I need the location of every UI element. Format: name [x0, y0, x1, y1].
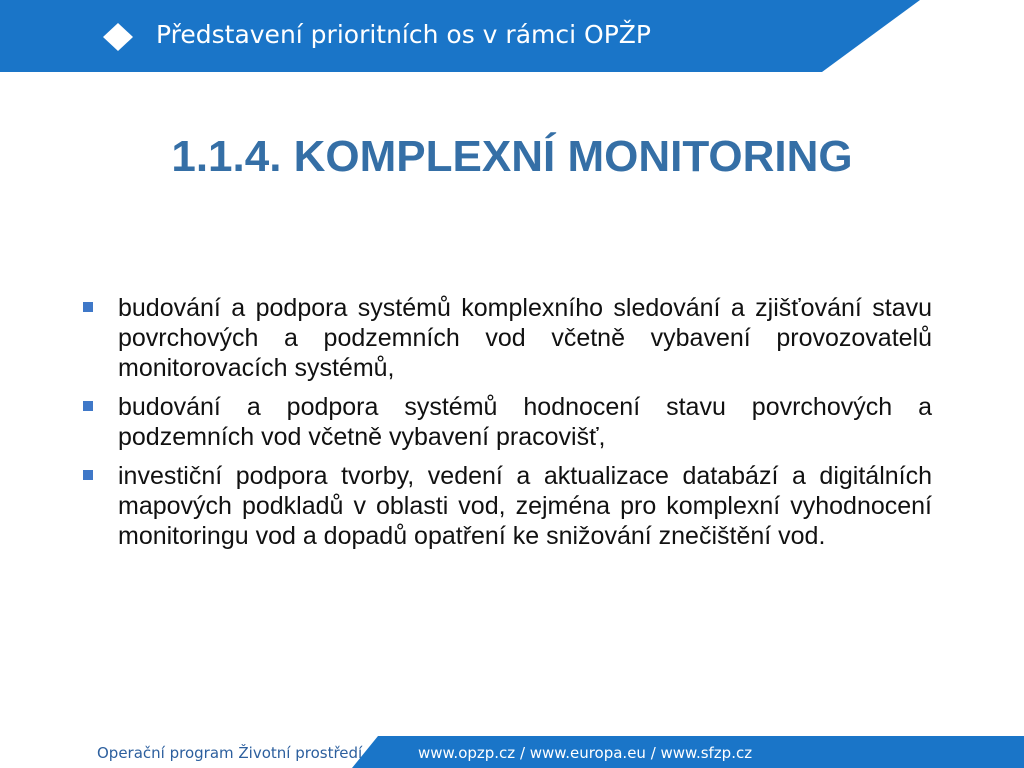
bullet-list [80, 293, 932, 560]
square-bullet-icon [83, 302, 93, 312]
header-title: Představení prioritních os v rámci OPŽP [156, 20, 651, 49]
bullet-item [80, 293, 932, 383]
square-bullet-icon [83, 470, 93, 480]
footer-links: www.opzp.cz / www.europa.eu / www.sfzp.cz [418, 744, 753, 762]
square-bullet-icon [83, 401, 93, 411]
slide-heading: 1.1.4. KOMPLEXNÍ MONITORING [171, 132, 853, 181]
bullet-text: investiční podpora tvorby, vedení a aktualizace databází a digitálních mapových podkladů v oblasti vod, zejména pro komplexní vyhodnocení monitoringu vod a dopadů opatření ke snižování znečištění vod. [118, 462, 932, 550]
footer-program-name: Operační program Životní prostředí [97, 744, 363, 762]
bullet-text: budování a podpora systémů hodnocení stavu povrchových a podzemních vod včetně vybavení pracovišť, [118, 393, 932, 451]
bullet-item [80, 392, 932, 452]
bullet-text: budování a podpora systémů komplexního sledování a zjišťování stavu povrchových a podzemních vod včetně vybavení provozovatelů monitorovacích systémů, [118, 294, 932, 382]
diamond-icon [103, 23, 133, 51]
bullet-item [80, 461, 932, 551]
